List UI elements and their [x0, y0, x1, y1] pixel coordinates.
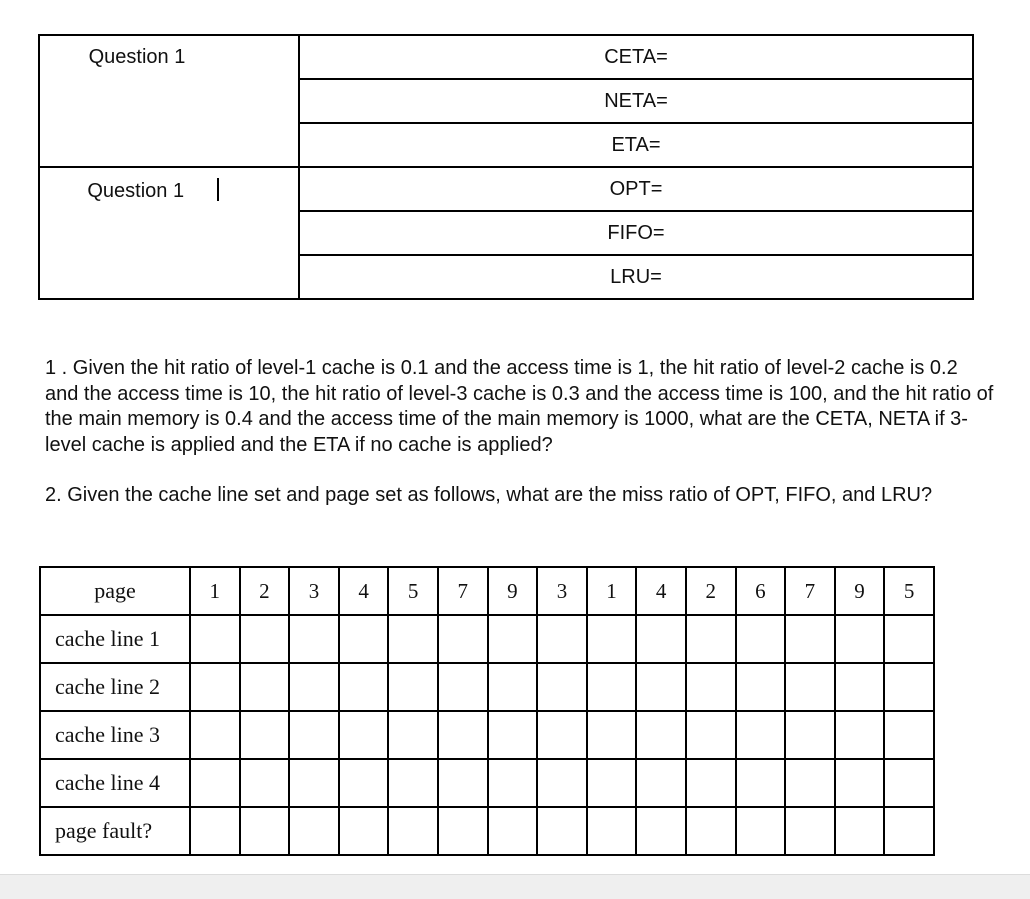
cache-entry-cell[interactable]: [339, 807, 389, 855]
cache-entry-cell[interactable]: [835, 807, 885, 855]
page-number-cell: 5: [884, 567, 934, 615]
answer-cell[interactable]: OPT=: [299, 167, 973, 211]
page-number-cell: 9: [488, 567, 538, 615]
cache-entry-cell[interactable]: [537, 711, 587, 759]
cache-entry-cell[interactable]: [835, 615, 885, 663]
cache-entry-cell[interactable]: [835, 663, 885, 711]
cache-entry-cell[interactable]: [736, 615, 786, 663]
cache-entry-cell[interactable]: [190, 615, 240, 663]
cache-entry-cell[interactable]: [587, 759, 637, 807]
cache-row-label: cache line 4: [40, 759, 190, 807]
question-1-text: 1 . Given the hit ratio of level-1 cache is 0.1 and the access time is 1, the hit ratio of level-2 cache is 0.2 and the access time is 10, the hit ratio of level-3 cache is 0.3 and the access time is 100, and the hit ratio of the main memory is 0.4 and the access time of the main memory is 1000, what are the CETA, NETA if 3-level cache is applied and the ETA if no cache is applied?: [45, 357, 994, 456]
question-label: Question 1: [88, 46, 186, 68]
page-header-row: [40, 567, 934, 615]
cache-entry-cell[interactable]: [289, 759, 339, 807]
page-number-cell: 3: [289, 567, 339, 615]
cache-entry-cell[interactable]: [636, 615, 686, 663]
cache-entry-cell[interactable]: [339, 663, 389, 711]
page-number-cell: 1: [587, 567, 637, 615]
cache-entry-cell[interactable]: [339, 759, 389, 807]
page-number-cell: 2: [240, 567, 290, 615]
answer-row: [39, 35, 973, 79]
page-number-cell: 7: [438, 567, 488, 615]
answer-cell[interactable]: ETA=: [299, 123, 973, 167]
cache-entry-cell[interactable]: [736, 711, 786, 759]
answer-cell[interactable]: CETA=: [299, 35, 973, 79]
cache-entry-cell[interactable]: [488, 663, 538, 711]
cache-entry-cell[interactable]: [785, 615, 835, 663]
answer-cell[interactable]: NETA=: [299, 79, 973, 123]
page-number-cell: 2: [686, 567, 736, 615]
page-number-cell: 4: [339, 567, 389, 615]
cache-entry-cell[interactable]: [537, 663, 587, 711]
cache-entry-cell[interactable]: [835, 711, 885, 759]
cache-entry-cell[interactable]: [488, 807, 538, 855]
cache-entry-cell[interactable]: [636, 663, 686, 711]
cache-entry-cell[interactable]: [289, 615, 339, 663]
cache-entry-cell[interactable]: [190, 663, 240, 711]
page-table: [39, 566, 935, 856]
answer-cell[interactable]: FIFO=: [299, 211, 973, 255]
page-number-cell: 9: [835, 567, 885, 615]
cache-entry-cell[interactable]: [289, 807, 339, 855]
cache-entry-cell[interactable]: [736, 759, 786, 807]
cache-entry-cell[interactable]: [438, 711, 488, 759]
page-number-cell: 1: [190, 567, 240, 615]
cache-entry-cell[interactable]: [686, 615, 736, 663]
cache-row: [40, 615, 934, 663]
cache-entry-cell[interactable]: [438, 615, 488, 663]
cache-entry-cell[interactable]: [736, 663, 786, 711]
cache-entry-cell[interactable]: [488, 759, 538, 807]
cache-entry-cell[interactable]: [537, 807, 587, 855]
questions-section: [45, 356, 995, 509]
cache-entry-cell[interactable]: [388, 711, 438, 759]
cache-entry-cell[interactable]: [388, 759, 438, 807]
cache-entry-cell[interactable]: [587, 615, 637, 663]
cache-entry-cell[interactable]: [289, 711, 339, 759]
cache-entry-cell[interactable]: [835, 759, 885, 807]
cache-entry-cell[interactable]: [884, 807, 934, 855]
cache-entry-cell[interactable]: [686, 663, 736, 711]
page-header-label: page: [40, 567, 190, 615]
cache-entry-cell[interactable]: [587, 663, 637, 711]
cache-row-label: cache line 2: [40, 663, 190, 711]
cache-entry-cell[interactable]: [587, 711, 637, 759]
cache-row: [40, 807, 934, 855]
cache-entry-cell[interactable]: [339, 615, 389, 663]
cache-entry-cell[interactable]: [686, 759, 736, 807]
cache-entry-cell[interactable]: [339, 711, 389, 759]
cache-row: [40, 759, 934, 807]
cache-entry-cell[interactable]: [240, 711, 290, 759]
cache-entry-cell[interactable]: [636, 759, 686, 807]
cache-entry-cell[interactable]: [686, 711, 736, 759]
cache-entry-cell[interactable]: [785, 759, 835, 807]
question-2-text: 2. Given the cache line set and page set as follows, what are the miss ratio of OPT, FIFO, and LRU?: [45, 484, 933, 506]
cache-row-label: page fault?: [40, 807, 190, 855]
answer-cell[interactable]: LRU=: [299, 255, 973, 299]
cache-entry-cell[interactable]: [636, 711, 686, 759]
cache-entry-cell[interactable]: [884, 615, 934, 663]
cache-entry-cell[interactable]: [438, 807, 488, 855]
cache-entry-cell[interactable]: [884, 759, 934, 807]
page-number-cell: 4: [636, 567, 686, 615]
cache-entry-cell[interactable]: [438, 663, 488, 711]
cache-entry-cell[interactable]: [388, 807, 438, 855]
cache-entry-cell[interactable]: [388, 615, 438, 663]
page-number-cell: 6: [736, 567, 786, 615]
cache-entry-cell[interactable]: [785, 807, 835, 855]
cache-entry-cell[interactable]: [884, 663, 934, 711]
cache-entry-cell[interactable]: [488, 711, 538, 759]
text-cursor: [217, 178, 219, 201]
cache-entry-cell[interactable]: [190, 711, 240, 759]
question-cell[interactable]: [39, 35, 299, 167]
question-cell[interactable]: [39, 167, 299, 299]
cache-entry-cell[interactable]: [537, 759, 587, 807]
cache-entry-cell[interactable]: [240, 615, 290, 663]
page-number-cell: 3: [537, 567, 587, 615]
cache-entry-cell[interactable]: [785, 711, 835, 759]
cache-entry-cell[interactable]: [686, 807, 736, 855]
cache-entry-cell[interactable]: [537, 615, 587, 663]
cache-entry-cell[interactable]: [240, 759, 290, 807]
cache-entry-cell[interactable]: [388, 663, 438, 711]
cache-row: [40, 663, 934, 711]
cache-entry-cell[interactable]: [884, 711, 934, 759]
cache-entry-cell[interactable]: [488, 615, 538, 663]
cache-entry-cell[interactable]: [736, 807, 786, 855]
cache-entry-cell[interactable]: [240, 807, 290, 855]
answer-table: [38, 34, 974, 300]
page-number-cell: 7: [785, 567, 835, 615]
cache-row-label: cache line 1: [40, 615, 190, 663]
cache-row-label: cache line 3: [40, 711, 190, 759]
page-number-cell: 5: [388, 567, 438, 615]
cache-entry-cell[interactable]: [438, 759, 488, 807]
cache-row: [40, 711, 934, 759]
cache-entry-cell[interactable]: [587, 807, 637, 855]
question-label: Question 1: [87, 180, 185, 202]
bottom-scroll-bar[interactable]: [0, 874, 1030, 899]
cache-entry-cell[interactable]: [289, 663, 339, 711]
cache-entry-cell[interactable]: [190, 759, 240, 807]
cache-entry-cell[interactable]: [636, 807, 686, 855]
cache-entry-cell[interactable]: [785, 663, 835, 711]
answer-row: [39, 167, 973, 211]
cache-entry-cell[interactable]: [190, 807, 240, 855]
cache-entry-cell[interactable]: [240, 663, 290, 711]
